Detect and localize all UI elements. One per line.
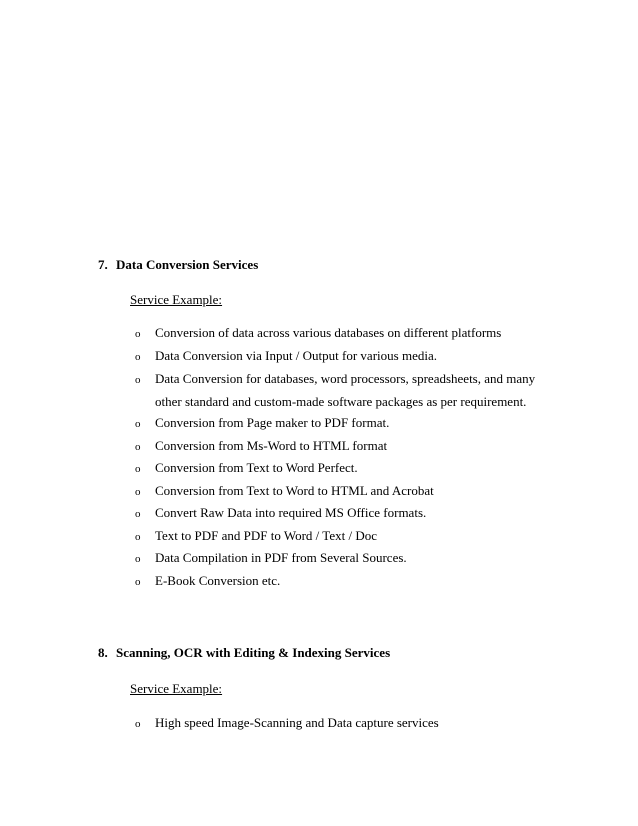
bullet-marker: o	[135, 531, 141, 543]
bullet-marker: o	[135, 328, 141, 340]
section-number: 7.	[98, 257, 108, 272]
section-number: 8.	[98, 645, 108, 660]
list-item: E-Book Conversion etc.	[155, 573, 281, 588]
bullet-marker: o	[135, 463, 141, 475]
section-title: Data Conversion Services	[116, 257, 259, 272]
list-item: Data Compilation in PDF from Several Sources.	[155, 550, 407, 565]
section-subtitle-8: Service Example:	[130, 681, 223, 696]
bullet-marker: o	[135, 486, 141, 498]
list-item: Conversion of data across various databases on different platforms	[155, 325, 502, 340]
list-item: Conversion from Text to Word to HTML and Acrobat	[155, 483, 434, 498]
bullet-marker: o	[135, 351, 141, 363]
list-item: Data Conversion via Input / Output for various media.	[155, 348, 437, 363]
list-item-continuation: other standard and custom-made software packages as per requirement.	[155, 394, 527, 409]
section-heading-8	[98, 645, 390, 661]
bullet-marker: o	[135, 553, 141, 565]
list-item: Convert Raw Data into required MS Office formats.	[155, 505, 427, 520]
section-subtitle-7: Service Example:	[130, 292, 223, 307]
bullet-marker: o	[135, 374, 141, 386]
list-item: Conversion from Page maker to PDF format.	[155, 415, 390, 430]
list-item: High speed Image-Scanning and Data capture services	[155, 715, 439, 730]
bullet-marker: o	[135, 718, 141, 730]
bullet-marker: o	[135, 576, 141, 588]
bullet-marker: o	[135, 508, 141, 520]
bullet-marker: o	[135, 418, 141, 430]
list-item: Text to PDF and PDF to Word / Text / Doc	[155, 528, 377, 543]
section-title: Scanning, OCR with Editing & Indexing Services	[116, 645, 391, 660]
list-item: Data Conversion for databases, word processors, spreadsheets, and many	[155, 371, 536, 386]
section-heading-7	[98, 257, 258, 273]
bullet-marker: o	[135, 441, 141, 453]
list-item: Conversion from Text to Word Perfect.	[155, 460, 358, 475]
list-item: Conversion from Ms-Word to HTML format	[155, 438, 388, 453]
